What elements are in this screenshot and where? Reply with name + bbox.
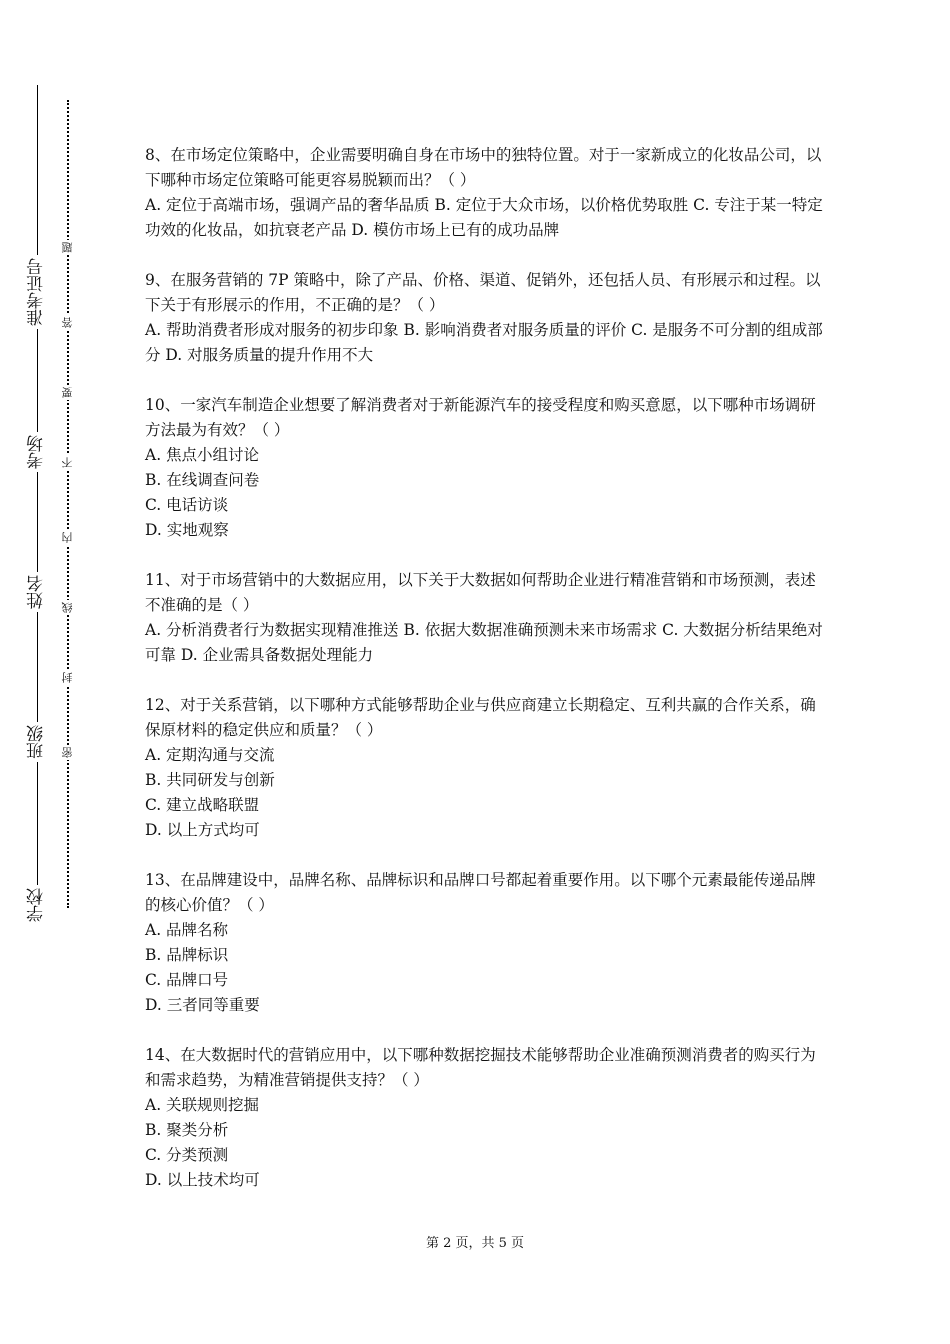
field-exam-number: 准考证号 — [22, 255, 52, 329]
option-b: B. 聚类分析 — [145, 1121, 229, 1139]
question-11 — [145, 568, 825, 668]
option-d: D. 实地观察 — [145, 521, 229, 539]
option-c: C. 电话访谈 — [145, 496, 229, 514]
question-14 — [145, 1043, 825, 1193]
seal-dotted-line — [67, 100, 69, 908]
seal-char: 封 — [61, 672, 74, 683]
option-d: D. 三者同等重要 — [145, 996, 260, 1014]
question-stem: 13、在品牌建设中，品牌名称、品牌标识和品牌口号都起着重要作用。以下哪个元素最能传递品牌的核心价值？（ ） — [145, 871, 816, 914]
seal-char: 不 — [61, 457, 74, 468]
question-options: A. 分析消费者行为数据实现精准推送 B. 依据大数据准确预测未来市场需求 C. 大数据分析结果绝对可靠 D. 企业需具备数据处理能力 — [145, 621, 823, 664]
question-stem: 9、在服务营销的 7P 策略中，除了产品、价格、渠道、促销外，还包括人员、有形展示和过程。以下关于有形展示的作用，不正确的是？（ ） — [145, 271, 821, 314]
question-stem: 12、对于关系营销，以下哪种方式能够帮助企业与供应商建立长期稳定、互利共赢的合作关系，确保原材料的稳定供应和质量？（ ） — [145, 696, 816, 739]
option-b: B. 共同研发与创新 — [145, 771, 275, 789]
field-exam-room: 考场 — [22, 432, 52, 472]
question-options: A. 帮助消费者形成对服务的初步印象 B. 影响消费者对服务质量的评价 C. 是服务不可分割的组成部分 D. 对服务质量的提升作用不大 — [145, 321, 823, 364]
question-options: A. 定位于高端市场，强调产品的奢华品质 B. 定位于大众市场，以价格优势取胜 C. 专注于某一特定功效的化妆品，如抗衰老产品 D. 模仿市场上已有的成功品牌 — [145, 196, 823, 239]
field-class: 班级 — [22, 722, 52, 762]
option-c: C. 品牌口号 — [145, 971, 229, 989]
question-10 — [145, 393, 825, 543]
option-c: C. 建立战略联盟 — [145, 796, 260, 814]
option-d: D. 以上方式均可 — [145, 821, 260, 839]
seal-char: 线 — [61, 602, 74, 613]
question-list — [145, 143, 825, 1218]
binding-line — [37, 85, 38, 925]
question-stem: 14、在大数据时代的营销应用中，以下哪种数据挖掘技术能够帮助企业准确预测消费者的购买行为和需求趋势，为精准营销提供支持？（ ） — [145, 1046, 816, 1089]
page-number: 第 2 页，共 5 页 — [425, 1236, 525, 1251]
option-d: D. 以上技术均可 — [145, 1171, 260, 1189]
field-school: 学校 — [22, 885, 52, 925]
seal-char: 题 — [61, 242, 74, 253]
question-stem: 11、对于市场营销中的大数据应用，以下关于大数据如何帮助企业进行精准营销和市场预测，表述不准确的是（ ） — [145, 571, 816, 614]
question-12 — [145, 693, 825, 843]
seal-char: 要 — [61, 387, 74, 398]
option-a: A. 焦点小组讨论 — [145, 446, 260, 464]
seal-char: 内 — [61, 532, 74, 543]
option-a: A. 品牌名称 — [145, 921, 229, 939]
seal-char: 密 — [61, 747, 74, 758]
question-13 — [145, 868, 825, 1018]
option-a: A. 关联规则挖掘 — [145, 1096, 260, 1114]
option-a: A. 定期沟通与交流 — [145, 746, 275, 764]
binding-margin — [0, 0, 110, 1344]
option-b: B. 在线调查问卷 — [145, 471, 260, 489]
question-stem: 8、在市场定位策略中，企业需要明确自身在市场中的独特位置。对于一家新成立的化妆品公司，以下哪种市场定位策略可能更容易脱颖而出？（ ） — [145, 146, 822, 189]
option-c: C. 分类预测 — [145, 1146, 229, 1164]
question-8 — [145, 143, 825, 243]
option-b: B. 品牌标识 — [145, 946, 229, 964]
question-stem: 10、一家汽车制造企业想要了解消费者对于新能源汽车的接受程度和购买意愿，以下哪种市场调研方法最为有效？（ ） — [145, 396, 816, 439]
question-9 — [145, 268, 825, 368]
field-name: 姓名 — [22, 572, 52, 612]
seal-char: 答 — [61, 317, 74, 328]
